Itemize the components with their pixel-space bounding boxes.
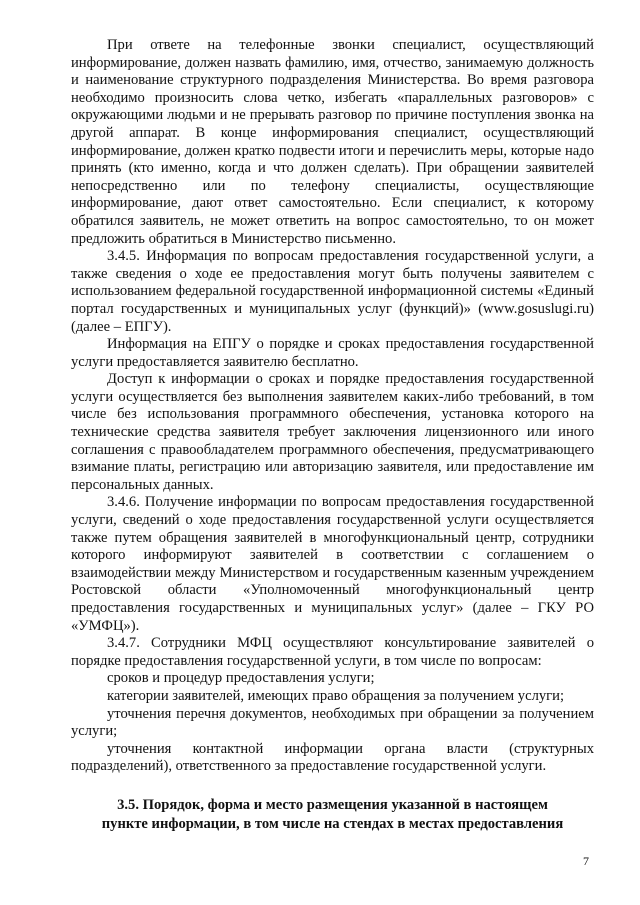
section-heading-line-2: пункте информации, в том числе на стендах в местах предоставления: [101, 816, 564, 833]
paragraph-3-4-5: 3.4.5. Информация по вопросам предоставления государственной услуги, а также сведения о ходе ее предоставления могут быть получены заявителем с использованием федеральной государственной информационной системы «Единый портал государственных и муниципальных услуг (функций)» (www.gosuslugi.ru) (далее – ЕПГУ).: [71, 248, 594, 335]
paragraph-phone-answer: При ответе на телефонные звонки специалист, осуществляющий информирование, должен назвать фамилию, имя, отчество, занимаемую должность и наименование структурного подразделения Министерства. Во время разговора необходимо произносить слова четко, избегать «параллельных разговоров» с окружающими людьми и не прерывать разговор по причине поступления звонка на другой аппарат. В конце информирования специалист, осуществляющий информирование, должен кратко подвести итоги и перечислить меры, которые надо принять (кто именно, когда и что должен сделать). При обращении заявителей непосредственно или по телефону специалисты, осуществляющие информирование, дают ответ самостоятельно. Если специалист, к которому обратился заявитель, не может ответить на вопрос самостоятельно, то он может предложить обратиться в Министерство письменно.: [71, 37, 594, 247]
paragraph-epgu-free: Информация на ЕПГУ о порядке и сроках предоставления государственной услуги предоставляется заявителю бесплатно.: [71, 336, 594, 370]
document-page: [71, 37, 594, 835]
section-heading-3-5: [71, 796, 594, 835]
list-item-categories: категории заявителей, имеющих право обращения за получением услуги;: [107, 687, 565, 704]
paragraph-3-4-6: 3.4.6. Получение информации по вопросам предоставления государственной услуги, сведений о ходе предоставления государственной услуги осуществляется также путем обращения заявителей в многофункциональный центр, сотрудники которого информируют заявителей в соответствии с соглашением о взаимодействии между Министерством и государственным казенным учреждением Ростовской области «Уполномоченный многофункциональный центр предоставления государственных и муниципальных услуг» (далее – ГКУ РО «УМФЦ»).: [71, 494, 594, 634]
list-item-documents: уточнения перечня документов, необходимых при обращении за получением услуги;: [71, 705, 594, 740]
page-number: 7: [583, 854, 589, 868]
paragraph-access-info: Доступ к информации о сроках и порядке предоставления государственной услуги осуществляется без выполнения заявителем каких-либо требований, в том числе без использования программного обеспечения, установка которого на технические средства заявителя требует заключения лицензионного или иного соглашения с правообладателем программного обеспечения, предусматривающего взимание платы, регистрацию или авторизацию заявителя, или предоставление им персональных данных.: [71, 371, 594, 493]
list-item-terms: сроков и процедур предоставления услуги;: [107, 670, 375, 687]
section-heading-line-1: 3.5. Порядок, форма и место размещения указанной в настоящем: [117, 796, 548, 813]
list-item-contacts: уточнения контактной информации органа власти (структурных подразделений), ответственного за предоставление государственной услуги.: [71, 740, 594, 775]
paragraph-3-4-7: 3.4.7. Сотрудники МФЦ осуществляют консультирование заявителей о порядке предоставления государственной услуги, в том числе по вопросам:: [71, 635, 594, 669]
